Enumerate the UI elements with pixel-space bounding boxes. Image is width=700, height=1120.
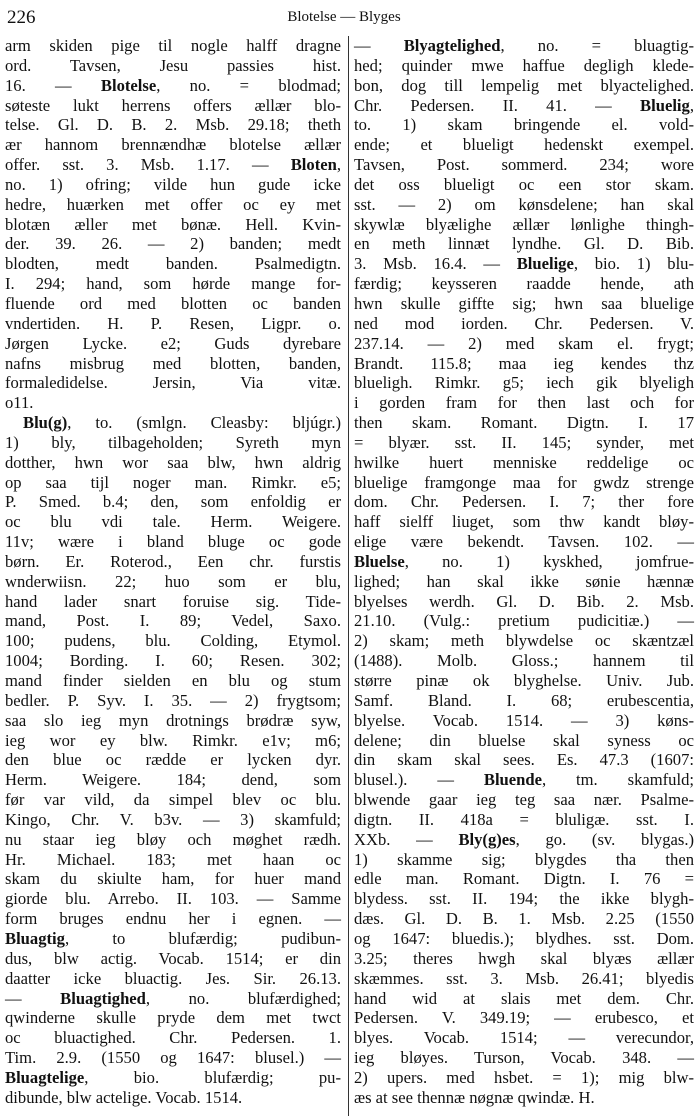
text-line: 1) bly, tilbageholden; Syreth myn xyxy=(5,432,341,452)
headword: Blotelse xyxy=(100,75,157,95)
running-title: Blotelse — Blyges xyxy=(287,9,401,25)
headword: Bluagtighed xyxy=(60,988,146,1008)
text-line: dotther, hwn wor saa blw, hwn aldrig xyxy=(5,452,341,472)
headword: Bluagtig xyxy=(5,928,65,948)
text-line: hwilke huert menniske reddelige oc xyxy=(354,452,694,472)
text-line: og 1647: bluedis.); blydhes. sst. Dom. xyxy=(354,928,694,948)
text-line: 1004; Bording. I. 60; Resen. 302; xyxy=(5,651,341,671)
text-line: dom. Chr. Pedersen. I. 7; ther fore xyxy=(354,492,694,512)
text-line: hand lader snart foruise sig. Tide- xyxy=(5,591,341,611)
text-line: 1) skamme sig; blygdes tha then xyxy=(354,849,694,869)
text-line: — Blyagtelighed, no. = bluagtig- xyxy=(354,36,694,55)
headword: Bluende xyxy=(483,770,542,790)
text-line: form bruges endnu her i egnen. — xyxy=(5,909,341,929)
text-line: der. 39. 26. — 2) banden; medt xyxy=(5,234,341,254)
text-line: ende; et blueligt hedenskt exempel. xyxy=(354,135,694,155)
text-line: blotæn æller met bønæ. Hell. Kvin- xyxy=(5,214,341,234)
text-line: skam du skiulte ham, for huer mand xyxy=(5,869,341,889)
right-column xyxy=(354,36,694,1108)
text-line: P. Smed. b.4; den, som enfoldig er xyxy=(5,492,341,512)
text-line: formaledidelse. Jersin, Via vitæ. xyxy=(5,373,341,393)
text-line: ær hannom brennændhæ blotelse ællær xyxy=(5,135,341,155)
text-line: søteste lukt herrens offers ællær blo- xyxy=(5,95,341,115)
text-line: det oss blueligt oc een stor skam. xyxy=(354,174,694,194)
text-line: dibunde, blw actelige. Vocab. 1514. xyxy=(5,1087,243,1107)
text-line: ord. Tavsen, Jesu passies hist. xyxy=(5,55,341,75)
text-line: blusel.). — Bluende, tm. skamfuld; xyxy=(354,770,694,790)
text-line: telse. Gl. D. B. 2. Msb. 29.18; theth xyxy=(5,115,341,135)
text-line: blueligh. Rimkr. g5; iech gik blyeligh xyxy=(354,373,694,393)
headword: Bluelig xyxy=(640,95,690,115)
text-line: en meth linnæt lyndhe. Gl. D. Bib. xyxy=(354,234,694,254)
text-line: mand, Post. I. 89; Vedel, Saxo. xyxy=(5,611,341,631)
text-line: 16. — Blotelse, no. = blodmad; xyxy=(5,75,341,95)
text-line: oc blu vdi tale. Herm. Weigere. xyxy=(5,512,341,532)
text-line: fluende ord med blotten oc banden xyxy=(5,293,341,313)
headword: Bluagtelige xyxy=(5,1067,85,1087)
text-line: XXb. — Bly(g)es, go. (sv. blygas.) xyxy=(354,829,695,849)
headword: Bluelse xyxy=(354,551,405,571)
text-line: 11v; wære i bland bluge oc gode xyxy=(5,532,341,552)
text-line: op saa tijl noger man. Rimkr. e5; xyxy=(5,472,341,492)
text-line: ieg bløyes. Turson, Vocab. 348. — xyxy=(354,1048,694,1068)
text-line: Jørgen Lycke. e2; Guds dyrebare xyxy=(5,333,341,353)
headword: Blyagtelighed xyxy=(403,36,501,55)
text-line: haff sielff liuget, som thw kandt bløy- xyxy=(354,512,694,532)
headword: Blu(g) xyxy=(23,413,68,433)
text-line: — Bluagtighed, no. blufærdighed; xyxy=(5,988,341,1008)
column-divider xyxy=(348,36,349,1116)
text-line: hwn skulle giffte sig; hwn saa bluelige xyxy=(354,293,694,313)
text-line: nafns misbrug med blotten, banden, xyxy=(5,353,341,373)
text-line: 3.25; theres hwgh skal blyæs ællær xyxy=(354,948,694,968)
text-line: vndertiden. H. P. Resen, Ligpr. o. xyxy=(5,313,341,333)
text-line: i gorden fram for then last och for xyxy=(354,393,694,413)
text-line: Tavsen, Post. sommerd. 234; wore xyxy=(354,155,694,175)
text-line: færdig; keysseren raadde hende, ath xyxy=(354,274,694,294)
text-line: din skam skal sees. Es. 47.3 (1607: xyxy=(354,750,694,770)
text-line: no. 1) ofring; vilde hun gude icke xyxy=(5,174,341,194)
text-line: to. 1) skam bringende el. vold- xyxy=(354,115,694,135)
headword: Bloten xyxy=(290,155,337,175)
text-line: 2) upers. med hsbet. = 1); mig blw- xyxy=(354,1067,694,1087)
text-line: wnderwiisn. 22; huo som er blu, xyxy=(5,571,341,591)
text-line: o11. xyxy=(5,393,34,413)
text-line: daatter icke bluactig. Jes. Sir. 26.13. xyxy=(5,968,341,988)
text-line: offer. sst. 3. Msb. 1.17. — Bloten, xyxy=(5,155,341,175)
text-line: giorde blu. Arrebo. II. 103. — Samme xyxy=(5,889,341,909)
text-line: skywlæ blyælighe ællær lønlighe thingh- xyxy=(354,214,694,234)
text-line: Samf. Bland. I. 68; erubescentia, xyxy=(354,690,694,710)
text-line: Bluagtelige, bio. blufærdig; pu- xyxy=(5,1067,341,1087)
text-line: saa slo ieg myn drotnings brødræ syw, xyxy=(5,710,341,730)
text-line: ned mod iorden. Chr. Pedersen. V. xyxy=(354,313,694,333)
text-line: then skam. Romant. Digtn. I. 17 xyxy=(354,413,694,433)
text-line: Brandt. 115.8; maa ieg kendes thz xyxy=(354,353,694,373)
text-line: bon, dog till lempelig met blyactelighed. xyxy=(354,75,694,95)
text-line: større pinæ ok blyghelse. Univ. Jub. xyxy=(354,671,694,690)
text-line: blydess. sst. II. 194; the ikke blygh- xyxy=(354,889,694,909)
text-line: Hr. Michael. 183; met haan oc xyxy=(5,849,341,869)
text-line: Bluelse, no. 1) kyskhed, jomfrue- xyxy=(354,551,694,571)
headword: Bluelige xyxy=(516,254,574,274)
text-line: = blyær. sst. II. 145; synder, met xyxy=(354,432,694,452)
text-line: 100; pudens, blu. Colding, Etymol. xyxy=(5,631,341,651)
text-line: (1488). Molb. Gloss.; hannem til xyxy=(354,651,694,671)
left-column xyxy=(5,36,341,1108)
text-line: Kingo, Chr. V. b3v. — 3) skamfuld; xyxy=(5,809,341,829)
text-line: mand finder sielden en blu og stum xyxy=(5,671,341,690)
headword: Bly(g)es xyxy=(458,829,516,849)
text-line: hand wid at slais met dem. Chr. xyxy=(354,988,694,1008)
text-line: 2) skam; meth blywdelse oc skæntzæl xyxy=(354,631,694,651)
text-line: 21.10. (Vulg.: pretium pudicitiæ.) — xyxy=(354,611,694,631)
text-line: Herm. Weigere. 184; dend, som xyxy=(5,770,341,790)
text-line: 237.14. — 2) med skam el. frygt; xyxy=(354,333,694,353)
text-line: sst. — 2) om kønsdelene; han skal xyxy=(354,194,694,214)
text-line: oc bluactighed. Chr. Pedersen. 1. xyxy=(5,1028,341,1048)
text-line: Bluagtig, to blufærdig; pudibun- xyxy=(5,928,341,948)
text-line: edle man. Romant. Digtn. I. 76 = xyxy=(354,869,694,889)
text-line: børn. Er. Roterod., Een chr. furstis xyxy=(5,551,341,571)
text-line: før var vild, da simpel blev oc blu. xyxy=(5,790,341,810)
text-line: dæs. Gl. D. B. 1. Msb. 2.25 (1550 xyxy=(354,909,694,929)
text-line: I. 294; hand, som hørde mange for- xyxy=(5,274,341,294)
text-line: hed; quinder mwe haffue degligh klede- xyxy=(354,55,694,75)
text-line: blyelses werdh. Gl. D. Bib. 2. Msb. xyxy=(354,591,694,611)
text-line: bluelige framgonge maa for gwdz strenge xyxy=(354,472,694,492)
text-line: Tim. 2.9. (1550 og 1647: blusel.) — xyxy=(5,1048,341,1068)
text-line: dus, blw actig. Vocab. 1514; er din xyxy=(5,948,341,968)
text-line: ieg wor ey blw. Rimkr. e1v; m6; xyxy=(5,730,341,750)
text-line: blodten, medt banden. Psalmedigtn. xyxy=(5,254,341,274)
text-line: qwinderne skulle pryde dem met twct xyxy=(5,1008,341,1028)
text-line: skæmmes. sst. 3. Msb. 26.41; blyedis xyxy=(354,968,694,988)
text-line: hedre, huærken met offer oc ey met xyxy=(5,194,341,214)
text-line: blyes. Vocab. 1514; — verecundor, xyxy=(354,1028,694,1048)
text-line: Pedersen. V. 349.19; — erubesco, et xyxy=(354,1008,694,1028)
text-line: nu staar ieg bløy och møghet rædh. xyxy=(5,829,341,849)
text-line: æs at see thennæ nøgnæ qwindæ. H. xyxy=(354,1087,595,1107)
text-line: lighed; han skal ikke sønie hænnæ xyxy=(354,571,694,591)
text-line: blyelse. Vocab. 1514. — 3) køns- xyxy=(354,710,694,730)
text-line: 3. Msb. 16.4. — Bluelige, bio. 1) blu- xyxy=(354,254,694,274)
text-line: digtn. II. 418a = bluligæ. sst. I. xyxy=(354,809,694,829)
text-line: Blu(g), to. (smlgn. Cleasby: bljúgr.) xyxy=(23,413,341,433)
text-line: arm skiden pige til nogle halff dragne xyxy=(5,36,341,55)
text-line: den blue oc rædde er lycken dyr. xyxy=(5,750,341,770)
text-line: Chr. Pedersen. II. 41. — Bluelig, xyxy=(354,95,694,115)
text-line: blwende gaar ieg teg saa nær. Psalme- xyxy=(354,790,694,810)
text-line: elige være bekendt. Tavsen. 102. — xyxy=(354,532,694,552)
page-number: 226 xyxy=(7,7,36,28)
text-line: delene; din bluelse skal syness oc xyxy=(354,730,694,750)
text-line: bedler. P. Syv. I. 35. — 2) frygtsom; xyxy=(5,690,341,710)
running-title-wrap xyxy=(0,9,700,26)
